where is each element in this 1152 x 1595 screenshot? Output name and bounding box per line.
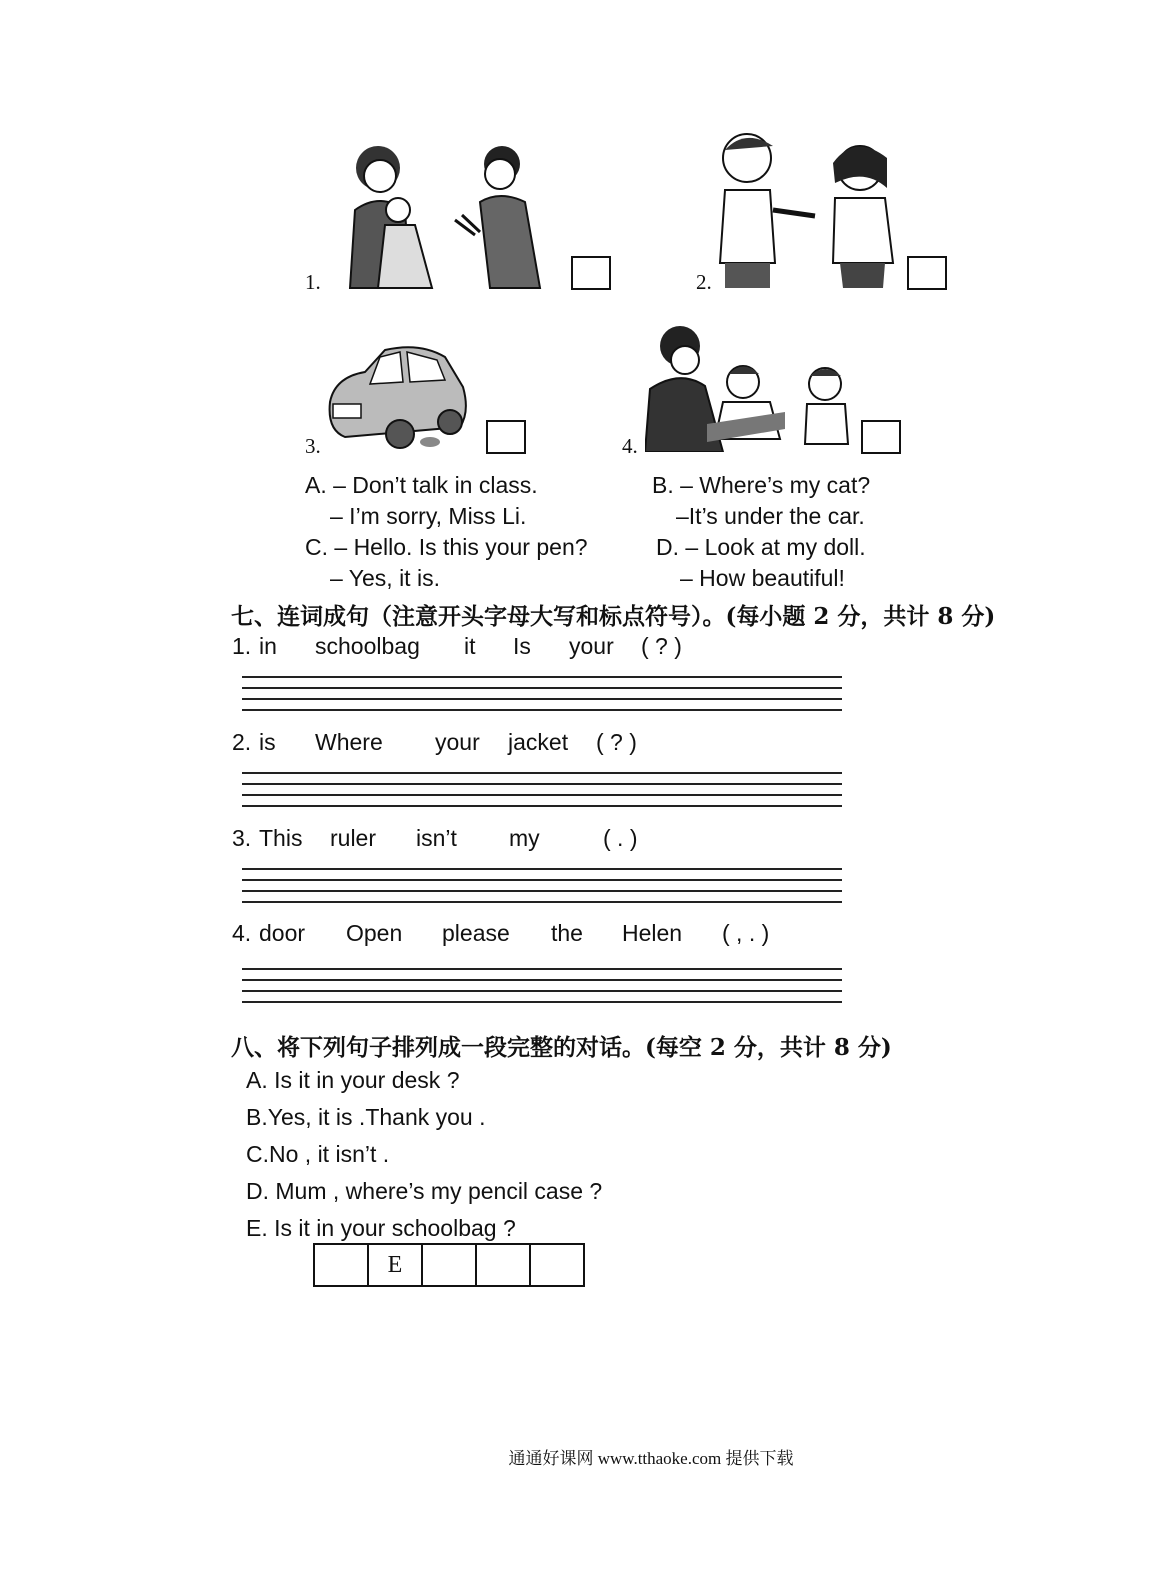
answer-box-4[interactable] [861, 420, 901, 454]
option-a-line2: – I’m sorry, Miss Li. [330, 503, 527, 529]
word: the [551, 920, 583, 946]
picture-1-number: 1. [305, 270, 321, 294]
word: door [259, 920, 306, 946]
dialogue-sentence-b: B.Yes, it is .Thank you . [246, 1104, 486, 1130]
word: is [259, 729, 276, 755]
word: please [442, 920, 510, 946]
answer-box-3[interactable] [486, 420, 526, 454]
footer-source: 通通好课网 www.tthaoke.com 提供下载 [508, 1449, 794, 1468]
option-b-line2: –It’s under the car. [676, 503, 865, 529]
answer-cell-3[interactable] [423, 1245, 477, 1285]
word: schoolbag [315, 633, 420, 659]
answer-box-1[interactable] [571, 256, 611, 290]
word: Open [346, 920, 403, 946]
section-8-heading: 八、将下列句子排列成一段完整的对话。(每空 2 分，共计 8 分) [231, 1034, 892, 1061]
word: your [435, 729, 480, 755]
dialogue-sentence-c: C.No , it isn’t . [246, 1141, 390, 1167]
answer-cell-2[interactable]: E [369, 1245, 423, 1285]
writing-lines[interactable] [242, 868, 842, 904]
car-with-cat-underneath-illustration [325, 342, 470, 450]
word: isn’t [416, 825, 457, 851]
option-a-line1: A. – Don’t talk in class. [305, 472, 538, 498]
word: This [259, 825, 303, 851]
word: ( , . ) [722, 920, 770, 946]
word: jacket [508, 729, 569, 755]
question-number: 2. [232, 729, 252, 755]
option-b-line1: B. – Where’s my cat? [652, 472, 871, 498]
word: Where [315, 729, 383, 755]
answer-order-grid [313, 1243, 585, 1287]
teacher-and-boys-in-class-illustration [645, 324, 850, 452]
picture-2-number: 2. [696, 270, 712, 294]
word: it [464, 633, 476, 659]
word: Is [513, 633, 531, 659]
boy-giving-pen-to-girl-illustration [715, 128, 895, 290]
word: my [509, 825, 540, 851]
dialogue-sentence-a: A. Is it in your desk ? [246, 1067, 460, 1093]
question-number: 3. [232, 825, 252, 851]
answer-cell-1[interactable] [315, 1245, 369, 1285]
writing-lines[interactable] [242, 676, 842, 712]
word: ( . ) [603, 825, 638, 851]
option-d-line1: D. – Look at my doll. [656, 534, 866, 560]
writing-lines[interactable] [242, 968, 842, 1004]
answer-cell-4[interactable] [477, 1245, 531, 1285]
dialogue-sentence-e: E. Is it in your schoolbag ? [246, 1215, 516, 1241]
answer-cell-5[interactable] [531, 1245, 583, 1285]
word: ( ? ) [596, 729, 637, 755]
writing-lines[interactable] [242, 772, 842, 808]
word: Helen [622, 920, 683, 946]
picture-4-number: 4. [622, 434, 638, 458]
option-c-line1: C. – Hello. Is this your pen? [305, 534, 588, 560]
word: ( ? ) [641, 633, 682, 659]
picture-3-number: 3. [305, 434, 321, 458]
question-number: 1. [232, 633, 252, 659]
word: your [569, 633, 614, 659]
option-c-line2: – Yes, it is. [330, 565, 440, 591]
word: in [259, 633, 277, 659]
section-7-heading: 七、连词成句（注意开头字母大写和标点符号）。(每小题 2 分，共计 8 分) [231, 603, 996, 630]
word: ruler [330, 825, 377, 851]
option-d-line2: – How beautiful! [680, 565, 845, 591]
question-number: 4. [232, 920, 252, 946]
girl-with-doll-and-girl-clapping-illustration [340, 140, 555, 290]
dialogue-sentence-d: D. Mum , where’s my pencil case ? [246, 1178, 603, 1204]
answer-box-2[interactable] [907, 256, 947, 290]
